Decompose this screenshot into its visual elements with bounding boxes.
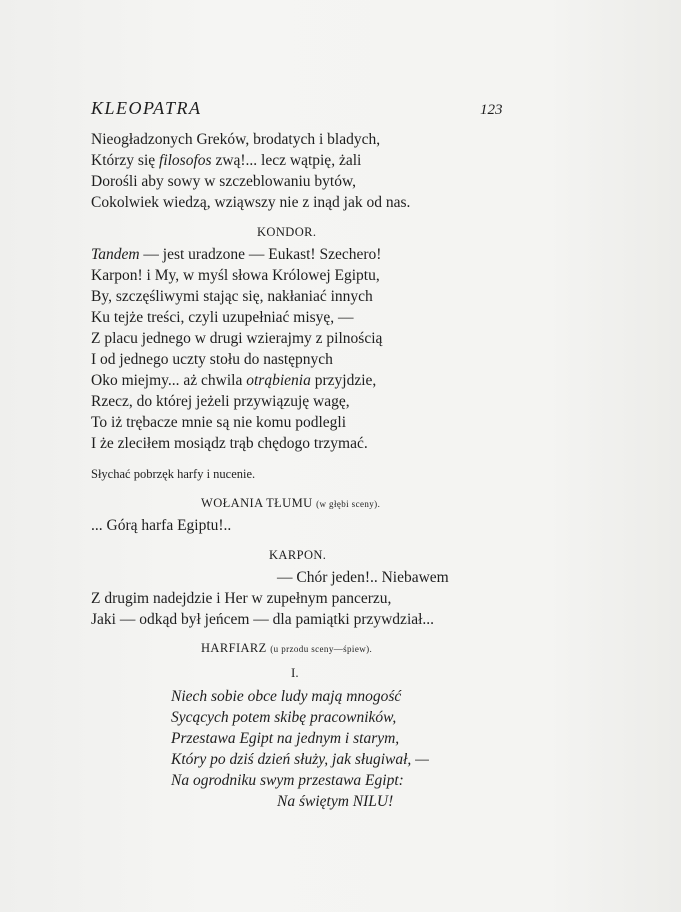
verse-line: — Chór jeden!.. Niebawem [277,569,449,586]
verse-line: Karpon! i My, w myśl słowa Królowej Egiptu, [91,267,380,284]
verse-line: By, szczęśliwymi stając się, nakłaniać innych [91,288,373,305]
verse-text: przyjdzie, [314,372,377,389]
verse-text: Którzy się [91,152,156,169]
speaker-note: (u przodu sceny—śpiew). [270,644,373,654]
verse-line: Jaki — odkąd był jeńcem — dla pamiątki przywdział... [91,611,435,628]
section-number: I. [291,665,299,680]
verse-text: — jest uradzone — Eukast! Szechero! [143,246,382,263]
verse-line: To iż trębacze mnie są nie komu podlegli [91,414,347,431]
verse-line [91,372,376,390]
speaker-note: (w głębi sceny). [316,499,381,509]
verse-line: Dorośli aby sowy w szczeblowaniu bytów, [91,173,357,190]
verse-line: Rzecz, do której jeżeli przywiązuję wagę, [91,393,350,410]
italic-word: filosofos [159,152,212,169]
verse-line: I że zleciłem mosiądz trąb chędogo trzymać. [91,435,368,452]
song-line: Na ogrodniku swym przestawa Egipt: [171,772,404,789]
running-title: KLEOPATRA [91,98,202,118]
verse-line: Z drugim nadejdzie i Her w zupełnym pancerzu, [91,590,392,607]
speaker-harfiarz [201,641,372,656]
verse-line: Ku tejże treści, czyli uzupełniać misyę, — [91,309,354,326]
verse-line: Cokolwiek wiedzą, wziąwszy nie z inąd jak od nas. [91,194,411,211]
song-line: Przestawa Egipt na jednym i starym, [171,730,400,747]
speaker-karpon: KARPON. [269,548,327,562]
song-line: Sycących potem skibę pracowników, [171,709,397,726]
speaker-title: WOŁANIA TŁUMU [201,496,313,510]
italic-word: otrąbienia [246,372,311,389]
speaker-kondor: KONDOR. [257,225,317,239]
verse-line: Nieogładzonych Greków, brodatych i bladych, [91,131,381,148]
page-number: 123 [480,102,503,118]
song-line: Na świętym NILU! [277,793,394,810]
verse-line: Z placu jednego w drugi wzierajmy z pilnością [91,330,383,347]
verse-line [91,152,361,170]
verse-text: Oko miejmy... aż chwila [91,372,243,389]
speaker-wolania [201,496,380,511]
verse-line: I od jednego uczty stołu do następnych [91,351,333,368]
verse-line [91,246,381,264]
stage-direction: Słychać pobrzęk harfy i nucenie. [91,467,256,481]
speaker-title: HARFIARZ [201,641,267,655]
verse-text: zwą!... lecz wątpię, żali [215,152,362,169]
verse-line: ... Górą harfa Egiptu!.. [91,517,232,534]
song-line: Który po dziś dzień służy, jak sługiwał, — [171,751,429,768]
italic-word: Tandem [91,246,140,263]
song-line: Niech sobie obce ludy mają mnogość [171,688,402,705]
